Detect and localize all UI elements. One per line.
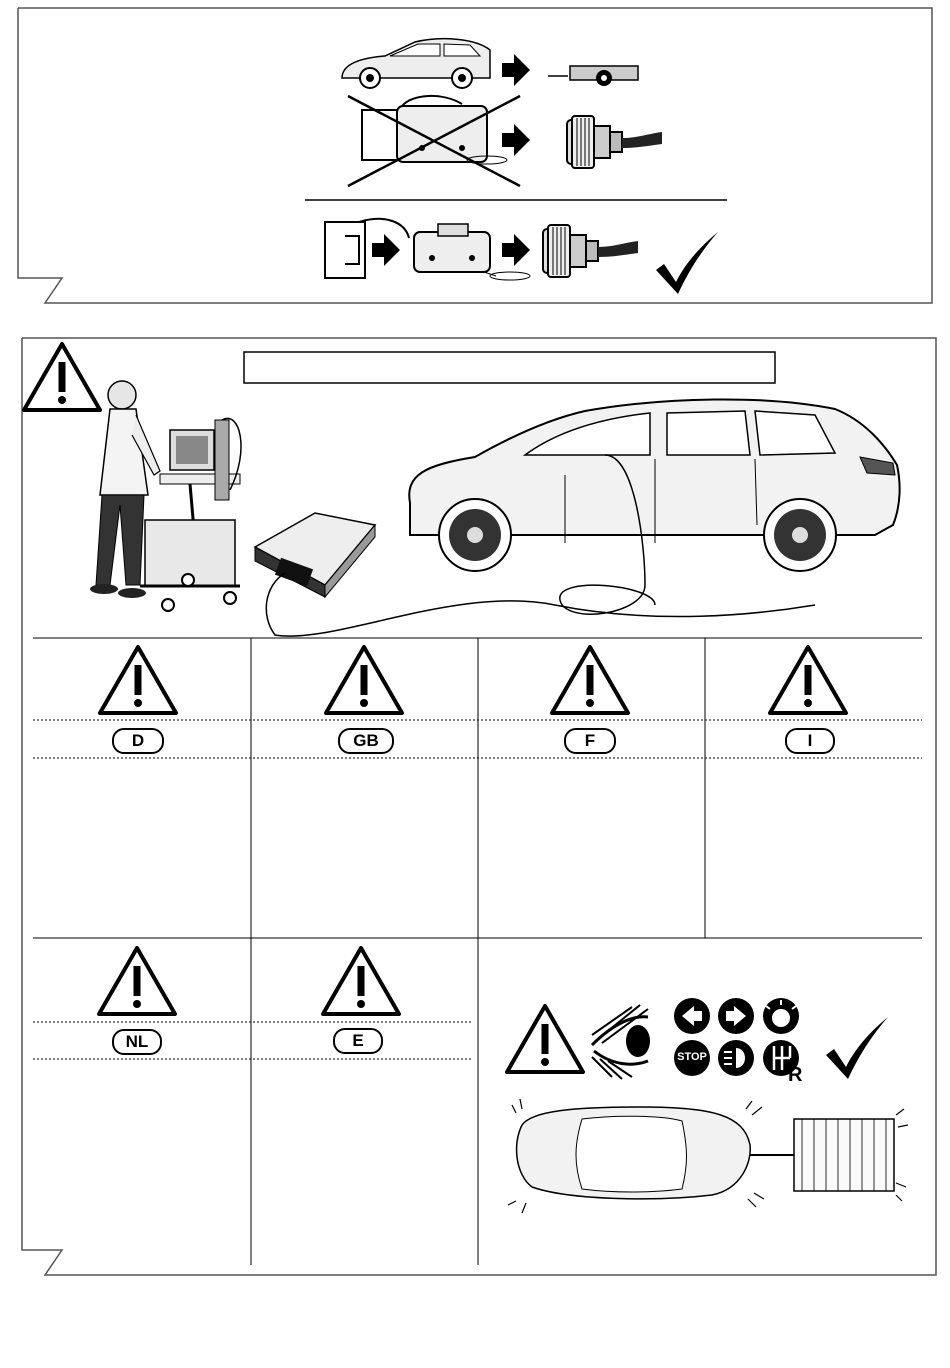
diagnostic-cart-illustration [140,418,241,611]
lang-badge-gb: GB [338,728,394,754]
lang-badge-nl: NL [112,1029,162,1055]
small-car-icon [342,39,490,88]
light-bulb-icon [763,998,799,1034]
car-top-view-illustration [508,1099,908,1213]
trailer-icon [548,66,638,86]
checkmark-icon [656,232,718,294]
warning-icon-e [323,948,399,1014]
lang-badge-e: E [333,1028,383,1054]
warning-icon-check [507,1006,583,1072]
eye-icon [592,1005,650,1079]
checkmark-icon-check [826,1017,888,1079]
warning-icon-d [100,647,176,713]
plug-icon-ok [543,225,638,277]
fog-light-icon [718,1040,754,1076]
lang-badge-f: F [564,728,616,754]
warning-icon-nl [99,948,175,1014]
warning-icon-f [552,647,628,713]
lang-badge-i: I [785,728,835,754]
banner-box [244,352,775,383]
socket-icon [362,96,507,164]
indicator-right-icon [718,998,754,1034]
reverse-label: R [788,1064,803,1086]
warning-icon-gb [326,647,402,713]
lang-badge-d: D [112,728,164,754]
warning-icon-i [770,647,846,713]
car-illustration [409,399,899,614]
warning-icon-header [24,344,100,410]
plug-icon [567,116,662,168]
indicator-left-icon [674,998,710,1034]
stop-label: STOP [677,1051,707,1063]
